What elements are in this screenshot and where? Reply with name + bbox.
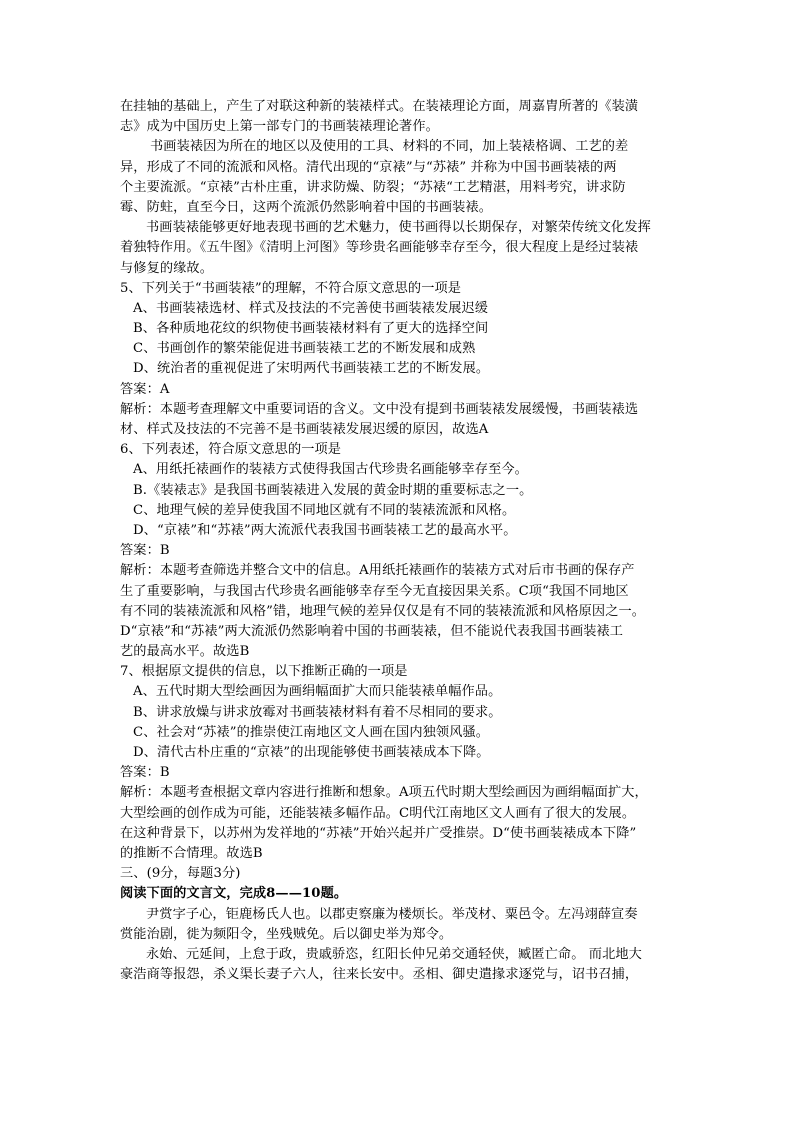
text-line: 材、样式及技法的不完善不是书画装裱发展迟缓的原因，故选A xyxy=(120,422,489,437)
text-line: 答案：B xyxy=(120,765,170,781)
text-line: 永始、元延间，上怠于政，贵戚骄恣，红阳长仲兄弟交通轻侠，臧匿亡命。 而北地大 xyxy=(146,946,642,962)
text-line: 与修复的缘故。 xyxy=(120,260,214,276)
text-line: 答案：A xyxy=(120,381,170,397)
text-line: 豪浩商等报怨，杀义渠长妻子六人，往来长安中。丞相、御史遣掾求逐党与，诏书召捕， xyxy=(120,967,639,983)
text-line: D、统治者的重视促进了宋明两代书画装裱工艺的不断发展。 xyxy=(133,361,490,377)
text-line: 书画装裱能够更好地表现书画的艺术魅力，使书画得以长期保存，对繁荣传统文化发挥 xyxy=(146,220,651,236)
text-line: 7、根据原文提供的信息，以下推断正确的一项是 xyxy=(120,664,408,680)
document-page xyxy=(120,97,680,985)
text-line: B、各种质地花纹的织物使书画装裱材料有了更大的选择空间 xyxy=(133,321,489,337)
text-line: 赏能治剧，徙为频阳令，坐残贼免。后以御史举为郑令。 xyxy=(120,926,453,942)
text-line: A、用纸托裱画作的装裱方式使得我国古代珍贵名画能够幸存至今。 xyxy=(133,462,528,478)
text-line: A、五代时期大型绘画因为画绢幅面扩大而只能装裱单幅作品。 xyxy=(133,684,502,700)
text-line: 艺的最高水平。故选B xyxy=(120,644,250,660)
text-line: 书画装裱因为所在的地区以及使用的工具、材料的不同，加上装裱格调、工艺的差 xyxy=(150,139,629,155)
text-line: C、地理气候的差异使我国不同地区就有不同的装裱流派和风格。 xyxy=(133,502,516,518)
text-line: 解析：本题考查根据文章内容进行推断和想象。A项五代时期大型绘画因为画绢幅面扩大， xyxy=(120,785,648,801)
text-line: 6、下列表述，符合原文意思的一项是 xyxy=(120,442,342,458)
text-line: 解析：本题考查筛选并整合文中的信息。A用纸托裱画作的装裱方式对后市书画的保存产 xyxy=(120,563,635,579)
text-line: 在这种背景下，以苏州为发祥地的“苏裱”开始兴起并广受推崇。D“使书画装裱成本下降” xyxy=(120,825,637,841)
text-line: 志》成为中国历史上第一部专门的书画装裱理论著作。 xyxy=(120,119,439,135)
text-line: 异，形成了不同的流派和风格。清代出现的“京裱”与“苏裱” 并称为中国书画装裱的两 xyxy=(120,159,617,175)
text-line: 着独特作用。《五牛图》《清明上河图》等珍贵名画能够幸存至今，很大程度上是经过装裱 xyxy=(120,240,639,256)
text-line: 5、下列关于“书画装裱”的理解，不符合原文意思的一项是 xyxy=(120,280,462,296)
text-line: 的推断不合情理。故选B xyxy=(120,845,263,861)
text-line: 阅读下面的文言文，完成8——10题。 xyxy=(120,886,348,902)
text-line: 个主要流派。“京裱”古朴庄重，讲求防燥、防裂；“苏裱“工艺精湛，用料考究，讲求防 xyxy=(120,179,626,195)
text-line: 尹赏字子心，钜鹿杨氏人也。以郡吏察廉为楼烦长。举茂材、粟邑令。左冯翊薛宣奏 xyxy=(146,906,638,922)
text-line: D、“京裱”和“苏裱”两大流派代表我国书画装裱工艺的最高水平。 xyxy=(133,522,517,538)
text-line: 答案：B xyxy=(120,543,170,559)
text-line: D、清代古朴庄重的“京裱”的出现能够使书画装裱成本下降。 xyxy=(133,745,490,760)
text-line: 解析：本题考查理解文中重要词语的含义。文中没有提到书画装裱发展缓慢，书画装裱选 xyxy=(120,401,639,417)
text-line: 大型绘画的创作成为可能，还能装裱多幅作品。C明代江南地区文人画有了很大的发展。 xyxy=(120,805,636,821)
text-line: D“京裱”和“苏裱”两大流派仍然影响着中国的书画装裱，但不能说代表我国书画装裱工 xyxy=(120,623,624,639)
text-line: 霉、防蛀，直至今日，这两个流派仍然影响着中国的书画装裱。 xyxy=(120,199,493,215)
text-line: A、书画装裱选材、样式及技法的不完善使书画装裱发展迟缓 xyxy=(133,300,489,316)
text-line: 在挂轴的基础上，产生了对联这种新的装裱样式。在装裱理论方面，周嘉胄所著的《装潢 xyxy=(120,99,639,114)
text-line: C、书画创作的繁荣能促进书画装裱工艺的不断发展和成熟 xyxy=(133,341,476,357)
text-line: C、社会对“苏裱”的推崇使江南地区文人画在国内独领风骚。 xyxy=(133,724,490,740)
text-line: 三、(9分，每题3分) xyxy=(120,866,241,882)
text-line: 有不同的装裱流派和风格”错，地理气候的差异仅仅是有不同的装裱流派和风格原因之一。 xyxy=(120,603,646,619)
text-line: 生了重要影响，与我国古代珍贵名画能够幸存至今无直接因果关系。C项“我国不同地区 xyxy=(120,583,629,599)
text-line: B、讲求放燥与讲求放霉对书画装裱材料有着不尽相同的要求。 xyxy=(133,704,502,720)
text-line: B.《装裱志》是我国书画装裱进入发展的黄金时期的重要标志之一。 xyxy=(133,482,533,498)
